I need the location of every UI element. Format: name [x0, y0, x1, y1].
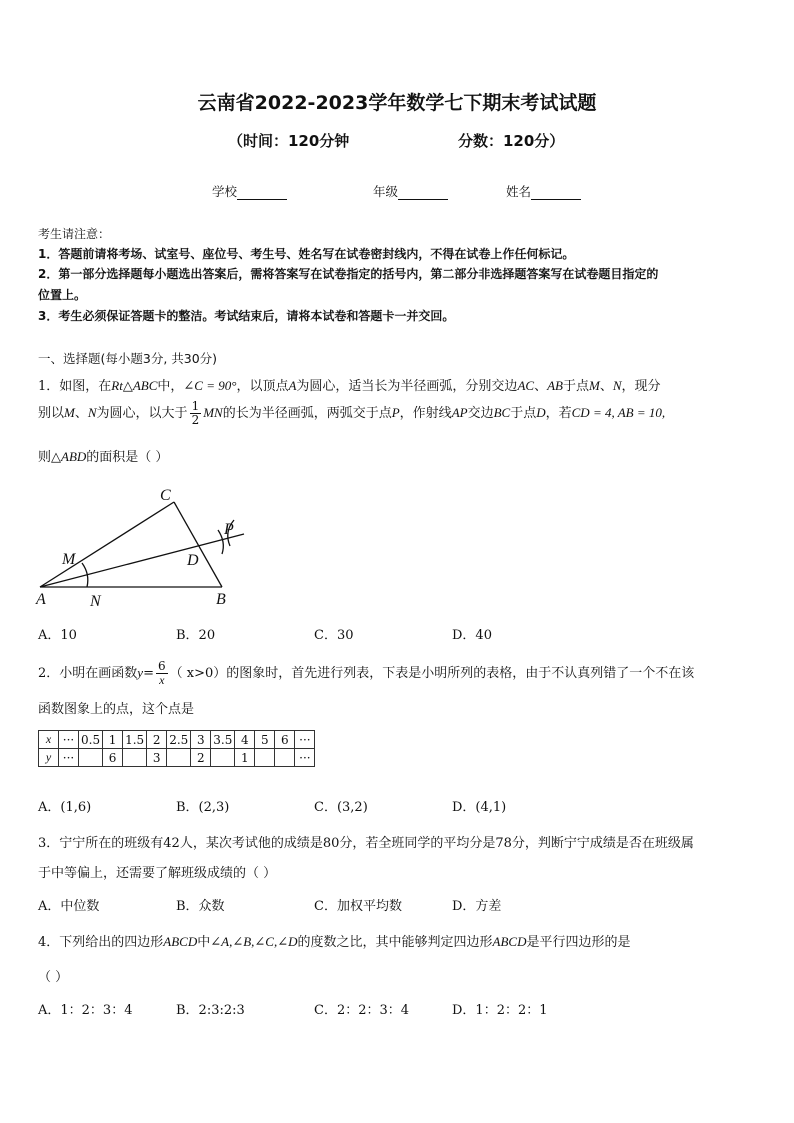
q1-text: 交边 [467, 406, 494, 421]
q1-text: 的面积是（ ） [86, 450, 169, 465]
table-cell [275, 749, 295, 767]
q1-text: 、 [599, 379, 613, 394]
q1-text: 1．如图，在 [38, 379, 112, 394]
table-row-y [39, 749, 315, 767]
q1-option-d: D．40 [452, 628, 492, 643]
q4-text: 是平行四边形的是 [526, 935, 631, 950]
q4-line-2: （ ） [38, 970, 69, 985]
q4-text: 的度数之比，其中能够判定四边形 [297, 935, 493, 950]
table-cell: 1.5 [123, 731, 147, 749]
label-c: C [160, 487, 171, 504]
q4-math: ABCD [163, 934, 198, 949]
q3-option-d: D．方差 [452, 899, 502, 914]
q1-text: 、 [534, 379, 548, 394]
segment-cb [174, 502, 222, 587]
q1-math: MN [203, 405, 223, 420]
table-cell: ··· [295, 731, 315, 749]
table-cell: 3.5 [211, 731, 235, 749]
grade-field [373, 182, 448, 200]
notice-item-1: 1．答题前请将考场、试室号、座位号、考生号、姓名写在试卷密封线内，不得在试卷上作任何标记。 [38, 247, 575, 261]
q1-text: ，现分 [621, 379, 661, 394]
q3-line-2: 于中等偏上，还需要了解班级成绩的（ ） [38, 866, 277, 881]
q1-text: 则 [38, 450, 52, 465]
label-b: B [216, 591, 226, 608]
q2-math: y [137, 665, 144, 680]
table-cell: 0.5 [79, 731, 103, 749]
q4-option-a: A．1：2：3：4 [38, 1003, 133, 1018]
q1-math: △ABD [51, 449, 87, 464]
table-cell: 5 [255, 731, 275, 749]
table-cell: ··· [59, 731, 79, 749]
q2-option-d: D．(4,1) [452, 800, 507, 815]
label-p: P [224, 521, 234, 538]
q2-fraction [156, 660, 168, 687]
table-cell: 4 [235, 731, 255, 749]
school-field [212, 182, 287, 200]
fraction-numerator: 1 [191, 399, 200, 413]
table-cell: 2 [147, 731, 167, 749]
q1-line-1 [38, 375, 661, 394]
table-cell: y [39, 749, 59, 767]
arc-p1 [218, 530, 223, 554]
label-a: A [36, 591, 46, 608]
table-cell: 6 [275, 731, 295, 749]
triangle-figure [30, 482, 260, 612]
table-cell [167, 749, 191, 767]
table-cell: 1 [235, 749, 255, 767]
table-cell: 3 [191, 731, 211, 749]
q1-math: N [87, 405, 97, 420]
table-cell: 6 [103, 749, 123, 767]
table-row-x [39, 731, 315, 749]
q1-text: 中， [157, 379, 184, 394]
table-cell [123, 749, 147, 767]
school-blank [237, 187, 287, 200]
name-blank [531, 187, 581, 200]
grade-label: 年级 [373, 184, 399, 199]
exam-score: 分数：120分） [458, 132, 565, 150]
q2-line-1 [38, 660, 694, 687]
school-label: 学校 [212, 184, 238, 199]
q1-math: CD = 4, AB = 10, [571, 405, 666, 420]
q1-math: N [612, 378, 622, 393]
section-heading: 一、选择题(每小题3分, 共30分) [38, 351, 218, 366]
page-title: 云南省2022-2023学年数学七下期末考试试题 [197, 92, 597, 114]
q1-text: ，若 [545, 406, 572, 421]
q2-text: = [143, 666, 154, 681]
q4-math: ∠A,∠B,∠C,∠D [210, 934, 298, 949]
q1-math: AP [451, 405, 468, 420]
q4-option-c: C．2：2：3：4 [314, 1003, 410, 1018]
q4-line-1 [38, 931, 631, 950]
table-cell: x [39, 731, 59, 749]
notice-item-3: 3．考生必须保证答题卡的整洁。考试结束后，请将本试卷和答题卡一并交回。 [38, 309, 455, 323]
q1-text: 别以 [38, 406, 65, 421]
q1-text: 于点 [510, 406, 537, 421]
q1-option-a: A．10 [38, 628, 77, 643]
name-field [506, 182, 581, 200]
q1-math: M [588, 378, 600, 393]
q1-math: AC [517, 378, 535, 393]
q4-text: 中 [197, 935, 211, 950]
notice-item-2-cont: 位置上。 [38, 288, 87, 302]
q1-text: 的长为半径画弧，两弧交于点 [222, 406, 392, 421]
q1-math: M [64, 405, 75, 420]
segment-ac [40, 502, 174, 587]
q4-option-d: D．1：2：2：1 [452, 1003, 548, 1018]
grade-blank [398, 187, 448, 200]
fraction-denominator: 2 [191, 413, 200, 427]
label-m: M [62, 551, 76, 568]
q1-option-b: B．20 [176, 628, 216, 643]
q4-option-b: B．2:3:2:3 [176, 1003, 245, 1018]
table-cell: 2 [191, 749, 211, 767]
q2-option-c: C．(3,2) [314, 800, 368, 815]
q1-text: 于点 [562, 379, 589, 394]
q1-line-2 [38, 400, 665, 427]
exam-time: （时间：120分钟 [228, 132, 350, 150]
q2-table [38, 730, 315, 767]
name-label: 姓名 [506, 184, 532, 199]
table-cell [211, 749, 235, 767]
q1-math: A [288, 378, 297, 393]
q2-line-2: 函数图象上的点，这个点是 [38, 702, 195, 717]
label-d: D [187, 552, 199, 569]
q1-math: AB [547, 378, 563, 393]
q1-math: P [391, 405, 400, 420]
q2-text: 的图象时，首先进行列表，下表是小明所列的表格，由于不认真列错了一个不在该 [226, 666, 695, 681]
table-cell [255, 749, 275, 767]
q2-text: （ x>0） [169, 666, 227, 681]
table-cell: 1 [103, 731, 123, 749]
q1-text: ，以顶点 [236, 379, 289, 394]
table-cell: ··· [295, 749, 315, 767]
q3-option-b: B．众数 [176, 899, 225, 914]
table-cell: 2.5 [167, 731, 191, 749]
fraction-denominator: x [159, 673, 165, 687]
q3-line-1: 3．宁宁所在的班级有42人，某次考试他的成绩是80分，若全班同学的平均分是78分，判断宁宁成绩是否在班级属 [38, 836, 694, 851]
q4-math: ABCD [492, 934, 527, 949]
q3-option-c: C．加权平均数 [314, 899, 402, 914]
q1-option-c: C．30 [314, 628, 354, 643]
notice-item-2: 2．第一部分选择题每小题选出答案后，需将答案写在试卷指定的括号内，第二部分非选择题答案写在试卷题目指定的 [38, 267, 659, 281]
q1-fraction [190, 400, 202, 427]
table-cell: ··· [59, 749, 79, 767]
q1-text: 、 [74, 406, 88, 421]
q1-text: ，作射线 [399, 406, 452, 421]
notice-heading: 考生请注意： [38, 227, 111, 241]
q2-option-b: B．(2,3) [176, 800, 230, 815]
label-n: N [90, 593, 101, 610]
fraction-numerator: 6 [157, 659, 166, 673]
q1-text: 为圆心，适当长为半径画弧，分别交边 [296, 379, 518, 394]
q1-math: D [536, 405, 546, 420]
q1-math: Rt△ABC [111, 378, 158, 393]
q4-text: 4．下列给出的四边形 [38, 935, 164, 950]
q1-math: ∠C = 90° [183, 378, 237, 393]
q1-line-3 [38, 446, 168, 465]
q1-math: BC [493, 405, 511, 420]
q2-option-a: A．(1,6) [38, 800, 92, 815]
q3-option-a: A．中位数 [38, 899, 100, 914]
table-cell: 3 [147, 749, 167, 767]
q2-text: 2．小明在画函数 [38, 666, 138, 681]
q1-text: 为圆心，以大于 [96, 406, 188, 421]
table-cell [79, 749, 103, 767]
